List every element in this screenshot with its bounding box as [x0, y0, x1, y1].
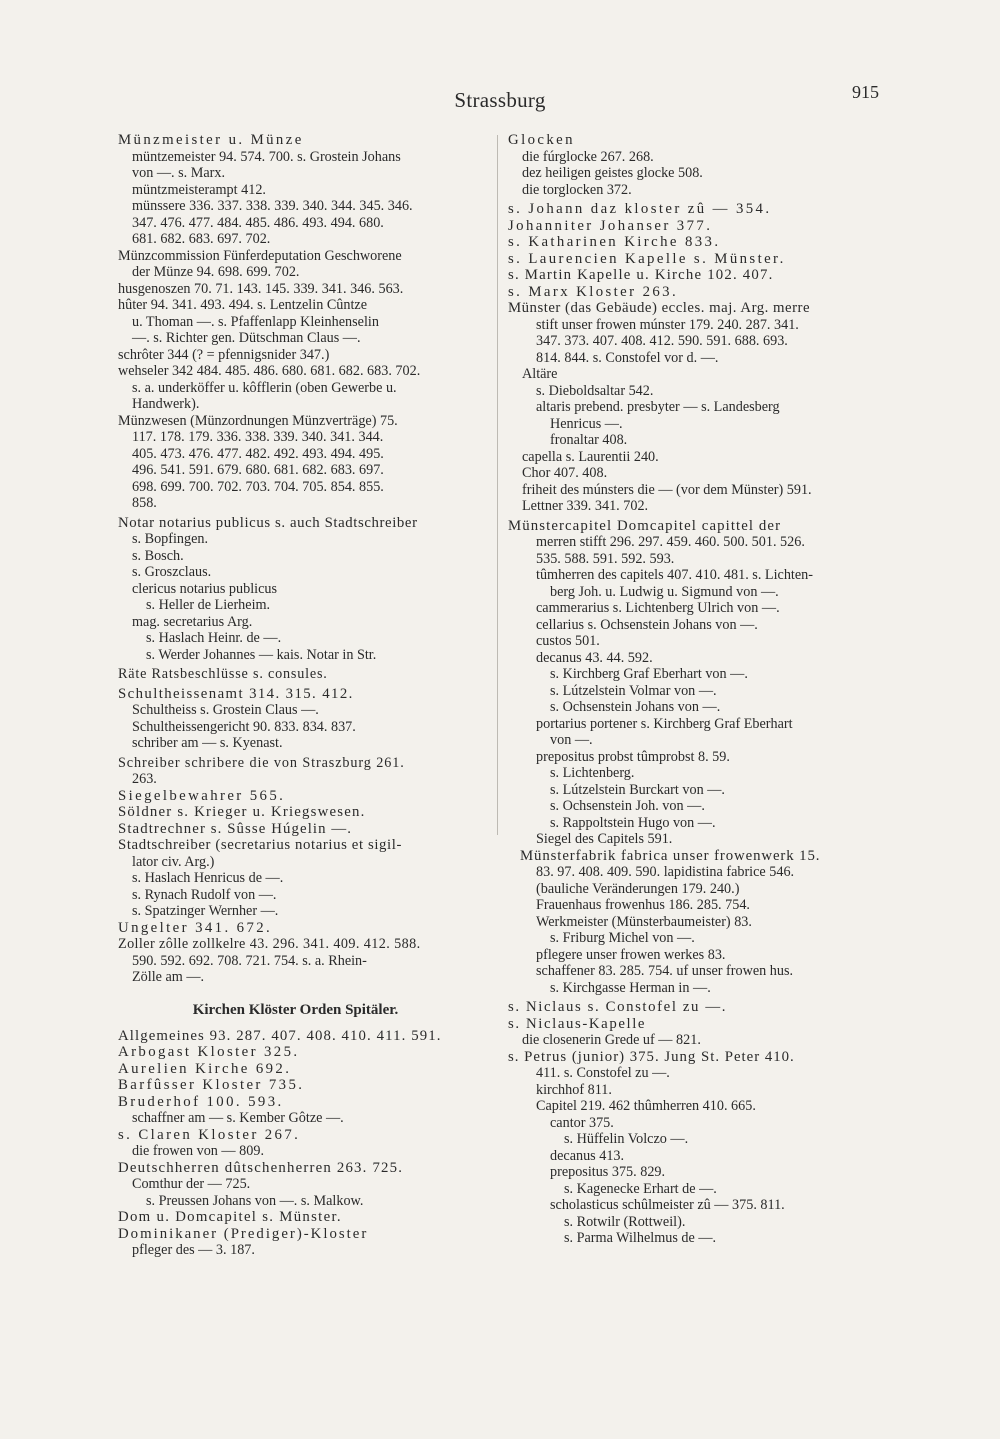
index-subentry: Siegel des Capitels 591.	[536, 831, 673, 847]
index-subentry: kirchhof 811.	[536, 1081, 612, 1098]
index-subentry: mag. secretarius Arg.	[132, 613, 253, 630]
index-subentry: s. Bopfingen.	[132, 531, 209, 547]
index-entry: s. Niclaus s. Constofel zu —.	[508, 999, 728, 1015]
index-subentry: portarius portener s. Kirchberg Graf Eberhart	[536, 715, 793, 732]
section-heading: Kirchen Klöster Orden Spitäler.	[192, 1001, 399, 1018]
index-entry: s. Katharinen Kirche 833.	[508, 234, 721, 250]
index-subentry: (bauliche Veränderungen 179. 240.)	[536, 880, 740, 897]
index-subentry: s. Haslach Heinr. de —.	[146, 630, 282, 646]
index-subentry: Chor 407. 408.	[522, 465, 608, 481]
index-entry: Zoller zôlle zollkelre 43. 296. 341. 409. 412. 588.	[118, 936, 421, 952]
index-subentry: pfleger des — 3. 187.	[132, 1242, 255, 1258]
index-subentry: fronaltar 408.	[550, 432, 628, 448]
index-subentry: Capitel 219. 462 thûmherren 410. 665.	[536, 1098, 756, 1114]
index-subentry: schaffner am — s. Kember Gôtze —.	[132, 1110, 344, 1126]
index-subentry: 496. 541. 591. 679. 680. 681. 682. 683. 697.	[132, 462, 384, 478]
index-subentry: s. Spatzinger Wernher —.	[132, 903, 279, 919]
index-entry: Deutschherren dûtschenherren 263. 725.	[118, 1159, 404, 1176]
index-subentry: Lettner 339. 341. 702.	[522, 498, 649, 514]
index-entry: Arbogast Kloster 325.	[118, 1044, 300, 1060]
index-subentry: Werkmeister (Münsterbaumeister) 83.	[536, 913, 752, 930]
index-subentry: prepositus 375. 829.	[550, 1164, 666, 1180]
index-subentry: prepositus probst tûmprobst 8. 59.	[536, 748, 730, 765]
index-entry: Aurelien Kirche 692.	[118, 1060, 292, 1077]
index-subentry: von —.	[550, 732, 593, 748]
index-subentry: s. Heller de Lierheim.	[146, 597, 271, 613]
index-subentry: 590. 592. 692. 708. 721. 754. s. a. Rhein-	[132, 952, 367, 969]
index-entry: s. Petrus (junior) 375. Jung St. Peter 410.	[508, 1048, 795, 1065]
left-index-column	[118, 132, 493, 1259]
index-entry: Münzmeister u. Münze	[118, 132, 304, 148]
index-subentry: 263.	[132, 771, 157, 787]
index-subentry: clericus notarius publicus	[132, 580, 277, 597]
index-subentry: Schultheissengericht 90. 833. 834. 837.	[132, 718, 356, 735]
index-entry: Münster (das Gebäude) eccles. maj. Arg. merre	[508, 300, 811, 316]
right-index-column	[508, 132, 908, 1247]
index-subentry: Altäre	[522, 366, 558, 382]
index-subentry: capella s. Laurentii 240.	[522, 448, 659, 465]
index-subentry: 411. s. Constofel zu —.	[536, 1065, 670, 1081]
index-subentry: dez heiligen geistes glocke 508.	[522, 165, 703, 181]
index-subentry: s. Ochsenstein Johans von —.	[550, 699, 721, 715]
index-entry: Notar notarius publicus s. auch Stadtschreiber	[118, 514, 418, 531]
index-subentry: s. Kirchberg Graf Eberhart von —.	[550, 666, 748, 682]
index-subentry: s. Haslach Henricus de —.	[132, 870, 284, 886]
index-entry: s. Laurencien Kapelle s. Münster.	[508, 250, 786, 267]
index-subentry: der Münze 94. 698. 699. 702.	[132, 264, 300, 280]
index-subentry: 698. 699. 700. 702. 703. 704. 705. 854. 855.	[132, 478, 384, 495]
index-subentry: Henricus —.	[550, 415, 623, 432]
index-subentry: 117. 178. 179. 336. 338. 339. 340. 341. 344.	[132, 429, 384, 445]
index-subentry: husgenoszen 70. 71. 143. 145. 339. 341. 346. 563.	[118, 280, 404, 297]
index-entry: Johanniter Johanser 377.	[508, 217, 713, 234]
index-subentry: s. Werder Johannes — kais. Notar in Str.	[146, 646, 377, 663]
index-subentry: s. Kagenecke Erhart de —.	[564, 1180, 717, 1197]
index-subentry: altaris prebend. presbyter — s. Landesberg	[536, 399, 780, 415]
index-subentry: s. Dieboldsaltar 542.	[536, 382, 654, 399]
index-entry: Söldner s. Krieger u. Kriegswesen.	[118, 804, 366, 820]
index-subentry: s. Hüffelin Volczo —.	[564, 1131, 689, 1147]
index-subentry: s. Ochsenstein Joh. von —.	[550, 798, 705, 814]
column-divider	[497, 135, 498, 835]
index-entry: Münsterfabrik fabrica unser frowenwerk 15.	[520, 847, 821, 864]
index-entry: Schultheissenamt 314. 315. 412.	[118, 685, 354, 702]
index-subentry: s. Rappoltstein Hugo von —.	[550, 814, 716, 831]
index-subentry: s. Groszclaus.	[132, 564, 212, 580]
index-subentry: Münzwesen (Münzordnungen Münzverträge) 75.	[118, 412, 398, 429]
index-subentry: decanus 413.	[550, 1147, 625, 1164]
index-subentry: 681. 682. 683. 697. 702.	[132, 231, 271, 247]
index-entry: s. Claren Kloster 267.	[118, 1126, 301, 1143]
index-subentry: schrôter 344 (? = pfennigsnider 347.)	[118, 346, 330, 363]
index-subentry: die closenerin Grede uf — 821.	[522, 1032, 701, 1048]
index-subentry: custos 501.	[536, 633, 600, 649]
index-subentry: s. a. underköffer u. kôfflerin (oben Gewerbe u.	[132, 379, 397, 396]
index-entry: Ungelter 341. 672.	[118, 919, 273, 936]
index-subentry: s. Preussen Johans von —. s. Malkow.	[146, 1192, 364, 1209]
index-subentry: u. Thoman —. s. Pfaffenlapp Kleinhenselin	[132, 313, 379, 330]
index-subentry: lator civ. Arg.)	[132, 853, 215, 870]
index-subentry: s. Friburg Michel von —.	[550, 930, 695, 946]
index-entry: Münstercapitel Domcapitel capittel der	[508, 517, 782, 534]
index-entry: Stadtschreiber (secretarius notarius et sigil-	[118, 837, 402, 853]
index-subentry: cammerarius s. Lichtenberg Ulrich von —.	[536, 600, 780, 616]
index-subentry: cellarius s. Ochsenstein Johans von —.	[536, 616, 758, 633]
index-subentry: Frauenhaus frowenhus 186. 285. 754.	[536, 897, 750, 913]
index-subentry: münssere 336. 337. 338. 339. 340. 344. 345. 346.	[132, 198, 413, 214]
index-entry: Räte Ratsbeschlüsse s. consules.	[118, 666, 328, 682]
index-subentry: 83. 97. 408. 409. 590. lapidistina fabrice 546.	[536, 864, 795, 880]
index-subentry: schaffener 83. 285. 754. uf unser frowen hus.	[536, 963, 794, 979]
index-entry: Barfûsser Kloster 735.	[118, 1077, 305, 1093]
index-entry: Schreiber schribere die von Straszburg 261.	[118, 754, 405, 771]
index-subentry: 347. 373. 407. 408. 412. 590. 591. 688. 693.	[536, 333, 788, 349]
index-subentry: s. Lútzelstein Burckart von —.	[550, 781, 725, 798]
index-subentry: s. Bosch.	[132, 547, 184, 564]
index-entry: s. Marx Kloster 263.	[508, 283, 679, 300]
index-entry: Stadtrechner s. Sûsse Húgelin —.	[118, 820, 353, 837]
index-subentry: die frowen von — 809.	[132, 1143, 264, 1159]
index-subentry: s. Lichtenberg.	[550, 765, 635, 781]
index-subentry: decanus 43. 44. 592.	[536, 649, 653, 666]
index-subentry: merren stifft 296. 297. 459. 460. 500. 501. 526.	[536, 534, 805, 550]
index-entry: Bruderhof 100. 593.	[118, 1093, 284, 1110]
index-subentry: s. Lútzelstein Volmar von —.	[550, 682, 717, 699]
index-subentry: Handwerk).	[132, 396, 200, 412]
index-subentry: Comthur der — 725.	[132, 1176, 251, 1192]
index-subentry: s. Rotwilr (Rottweil).	[564, 1213, 686, 1230]
index-entry: Dom u. Domcapitel s. Münster.	[118, 1209, 342, 1225]
index-entry: Allgemeines 93. 287. 407. 408. 410. 411. 591.	[118, 1027, 442, 1044]
index-subentry: 858.	[132, 495, 157, 511]
index-subentry: s. Parma Wilhelmus de —.	[564, 1230, 717, 1246]
index-subentry: wehseler 342 484. 485. 486. 680. 681. 682. 683. 702.	[118, 363, 421, 379]
page-number: 915	[852, 82, 879, 102]
index-subentry: die fúrglocke 267. 268.	[522, 148, 654, 165]
index-subentry: Zölle am —.	[132, 969, 205, 985]
index-entry: s. Niclaus-Kapelle	[508, 1015, 647, 1032]
index-subentry: 405. 473. 476. 477. 482. 492. 493. 494. 495.	[132, 445, 384, 462]
index-subentry: cantor 375.	[550, 1114, 614, 1131]
index-subentry: die torglocken 372.	[522, 181, 632, 198]
index-subentry: müntzemeister 94. 574. 700. s. Grostein Johans	[132, 148, 401, 165]
index-subentry: berg Joh. u. Ludwig u. Sigmund von —.	[550, 583, 779, 600]
running-header: Strassburg	[454, 88, 546, 112]
index-subentry: 535. 588. 591. 592. 593.	[536, 550, 675, 567]
index-entry: Glocken	[508, 132, 575, 148]
index-entry: s. Martin Kapelle u. Kirche 102. 407.	[508, 267, 774, 283]
index-subentry: hûter 94. 341. 493. 494. s. Lentzelin Cûntze	[118, 297, 368, 313]
index-subentry: müntzmeisterampt 412.	[132, 181, 266, 198]
index-subentry: s. Kirchgasse Herman in —.	[550, 979, 711, 996]
index-subentry: Schultheiss s. Grostein Claus —.	[132, 702, 319, 718]
index-subentry: tûmherren des capitels 407. 410. 481. s. Lichten-	[536, 567, 813, 583]
index-subentry: s. Rynach Rudolf von —.	[132, 886, 277, 903]
index-entry: s. Johann daz kloster zû — 354.	[508, 201, 772, 217]
index-subentry: —. s. Richter gen. Dütschman Claus —.	[132, 330, 361, 346]
index-subentry: 814. 844. s. Constofel vor d. —.	[536, 349, 719, 366]
index-subentry: Münzcommission Fünferdeputation Geschworene	[118, 247, 402, 264]
index-subentry: 347. 476. 477. 484. 485. 486. 493. 494. 680.	[132, 214, 384, 231]
index-subentry: friheit des múnsters die — (vor dem Münster) 591.	[522, 481, 812, 498]
index-entry: Siegelbewahrer 565.	[118, 787, 286, 804]
index-subentry: schriber am — s. Kyenast.	[132, 735, 283, 751]
index-entry: Dominikaner (Prediger)-Kloster	[118, 1225, 369, 1242]
index-subentry: scholasticus schûlmeister zû — 375. 811.	[550, 1197, 785, 1213]
index-subentry: stift unser frowen múnster 179. 240. 287. 341.	[536, 316, 799, 333]
index-subentry: pflegere unser frowen werkes 83.	[536, 946, 726, 963]
index-subentry: von —. s. Marx.	[132, 165, 226, 181]
